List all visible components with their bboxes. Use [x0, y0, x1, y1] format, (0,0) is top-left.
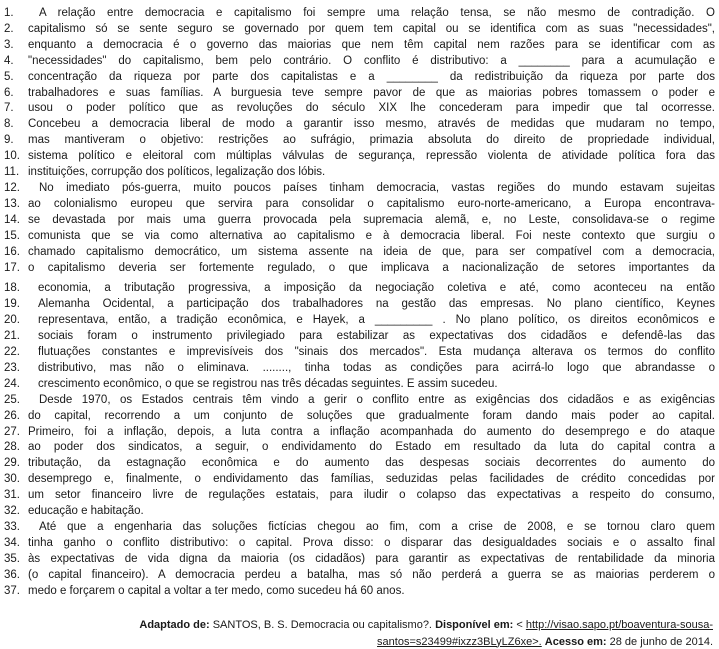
access-date: 28 de junho de 2014.: [609, 635, 713, 648]
line-text: do capital, recorrendo a um conjunto de soluções que gradualmente foram dando mais poder ao capital.: [28, 409, 715, 422]
line-text: (o capital financeiro). A democracia perdeu a batalha, mas só não perderá a guerra se as maiorias perderem o: [28, 568, 715, 581]
line-number: 34.: [4, 536, 20, 549]
text-line: [4, 117, 717, 133]
line-text: capitalismo só se sente seguro se governado por quem tem capital ou se identifica com as suas "necessidades",: [28, 22, 715, 35]
line-text: comunista que se via como alternativa ao capitalismo e à democracia liberal. Foi neste contexto que surgiu o: [28, 229, 715, 242]
line-text: crescimento econômico, o que se registrou nas três décadas seguintes. E assim sucedeu.: [38, 377, 498, 390]
line-text: às expectativas de vida digna da maioria (os cidadãos) para garantir as expectativas de rentabilidade da minoria: [28, 552, 715, 565]
line-number: 12.: [4, 181, 20, 194]
text-line: [4, 229, 717, 245]
line-number: 5.: [4, 70, 14, 83]
text-line: [4, 149, 717, 165]
text-line: [4, 584, 717, 600]
line-number: 20.: [4, 314, 20, 327]
text-line: [4, 377, 717, 393]
text-line: [4, 329, 717, 345]
line-number: 28.: [4, 441, 20, 454]
text-line: [4, 101, 717, 117]
line-number: 9.: [4, 134, 14, 147]
text-line: [4, 6, 717, 22]
line-number: 27.: [4, 425, 20, 438]
line-text: ao poder dos sindicatos, a seguir, o endividamento do Estado em resultado da luta do capital contra a: [28, 441, 715, 454]
line-number: 16.: [4, 245, 20, 258]
text-line: [4, 361, 717, 377]
line-text: trabalhadores e suas famílias. A burguesia teve sempre pavor de que as maiorias pobres tomassem o poder e: [28, 86, 715, 99]
text-line: [4, 472, 717, 488]
line-number: 22.: [4, 346, 20, 359]
line-number: 6.: [4, 86, 14, 99]
citation-line-1: [139, 619, 713, 631]
text-line: [4, 54, 717, 70]
line-number: 24.: [4, 377, 20, 390]
line-number: 21.: [4, 330, 20, 343]
line-number: 17.: [4, 261, 20, 274]
text-line: [4, 86, 717, 102]
line-text: sociais foram o instrumento privilegiado para estabilizar as expectativas dos cidadãos e defendê-las das: [38, 330, 715, 343]
text-line: [4, 38, 717, 54]
text-line: [4, 409, 717, 425]
line-text: Desde 1970, os Estados centrais têm vindo a gerir o conflito entre as exigências dos cidadãos e as exigências: [39, 393, 715, 406]
line-text: enquanto a democracia é o governo das maiorias que nem têm capital nem razões para se identificar com as: [28, 38, 715, 51]
access-label: Acesso em:: [544, 635, 607, 648]
line-number: 8.: [4, 118, 14, 131]
line-number: 3.: [4, 38, 14, 51]
line-text: medo e forçarem o capital a voltar a ter medo, como sucedeu há 60 anos.: [28, 584, 405, 597]
text-line: [4, 536, 717, 552]
adapted-label: Adaptado de:: [139, 618, 210, 631]
line-text: concentração da riqueza por parte dos capitalistas e a ________ da redistribuição da riqueza por parte dos: [28, 70, 715, 83]
text-line: [4, 70, 717, 86]
line-text: mas mantiveram o objetivo: restrições ao sufrágio, primazia absoluta do direito de propriedade individual,: [28, 134, 715, 147]
line-number: 26.: [4, 409, 20, 422]
line-text: A relação entre democracia e capitalismo foi sempre uma relação tensa, se não mesmo de contradição. O: [39, 7, 715, 19]
line-text: representava, então, a tradição econômica, e Hayek, a _________ . No plano político, os direitos econômicos e: [38, 314, 715, 327]
line-number: 18.: [4, 282, 20, 295]
text-line: [4, 520, 717, 536]
source-link-continued[interactable]: santos=s23499#ixzz3BLyLZ6xe>.: [377, 635, 542, 648]
line-number: 32.: [4, 505, 20, 518]
text-line: [4, 245, 717, 261]
line-number: 13.: [4, 197, 20, 210]
text-line: [4, 297, 717, 313]
text-line: [4, 345, 717, 361]
line-text: chamado capitalismo democrático, um sistema assente na ideia de que, para ser compatível com a democracia,: [28, 245, 715, 258]
line-text: "necessidades" do capitalismo, bem pelo contrário. O conflito é distributivo: a ________ para a acumulação e: [28, 54, 715, 67]
line-number: 31.: [4, 489, 20, 502]
line-text: tinha ganho o conflito distributivo: o capital. Prova disso: o disparar das desigualdades sociais e o assalto final: [28, 536, 715, 549]
line-text: desemprego e, finalmente, o endividamento das famílias, seduzidas pelas facilidades de crédito concedidas por: [28, 473, 715, 486]
line-text: flutuações constantes e imprevisíveis dos "sinais dos mercados". Esta mudança alterava os termos do conflito: [38, 346, 715, 359]
line-text: economia, a tributação progressiva, a imposição da negociação coletiva e até, como aconteceu na então: [38, 282, 715, 295]
line-number: 14.: [4, 213, 20, 226]
line-text: Concebeu a democracia liberal de modo a garantir isso mesmo, através de medidas que mudaram no tempo,: [28, 118, 715, 131]
citation-line-2: [377, 636, 713, 648]
link-open-bracket: <: [516, 618, 523, 631]
line-text: ao colonialismo europeu que servira para consolidar o capitalismo euro-norte-americano, a Europa encontrava-: [28, 197, 715, 210]
text-line: [4, 488, 717, 504]
text-line: [4, 133, 717, 149]
line-number: 10.: [4, 150, 20, 163]
citation: [4, 617, 717, 649]
text-line: [4, 261, 717, 277]
source-link[interactable]: http://visao.sapo.pt/boaventura-sousa-: [525, 618, 713, 631]
text-line: [4, 393, 717, 409]
text-line: [4, 181, 717, 197]
line-number: 4.: [4, 54, 14, 67]
line-number: 15.: [4, 229, 20, 242]
line-number: 33.: [4, 521, 20, 533]
text-line: [4, 552, 717, 568]
line-number: 25.: [4, 393, 20, 406]
line-number: 29.: [4, 457, 20, 470]
line-number: 37.: [4, 584, 20, 597]
line-text: Primeiro, foi a inflação, depois, a luta contra a inflação acompanhada do aumento do desemprego e do ataque: [28, 425, 715, 438]
line-text: se devastada por mais uma guerra provocada pela supremacia alemã, e, no Leste, consolidava-se o regime: [28, 213, 715, 226]
line-number: 35.: [4, 552, 20, 565]
line-text: educação e habitação.: [28, 505, 144, 518]
text-line: [4, 22, 717, 38]
line-number: 30.: [4, 473, 20, 486]
line-text: tributação, da estagnação econômica e do aumento das despesas sociais decorrentes do aumento do: [28, 457, 715, 470]
line-number: 19.: [4, 298, 20, 311]
text-lines: [4, 6, 717, 600]
line-text: sistema político e eleitoral com múltiplas válvulas de segurança, repressão violenta de atividade política fora das: [28, 150, 715, 163]
text-line: [4, 165, 717, 181]
text-line: [4, 504, 717, 520]
text-line: [4, 456, 717, 472]
line-text: No imediato pós-guerra, muito poucos países tinham democracia, vastas regiões do mundo estavam sujeitas: [39, 181, 715, 194]
text-line: [4, 213, 717, 229]
line-number: 11.: [4, 166, 20, 179]
available-label: Disponível em:: [435, 618, 514, 631]
line-number: 1.: [4, 7, 14, 19]
text-line: [4, 197, 717, 213]
line-text: um setor financeiro livre de regulações estatais, para iludir o colapso das expectativas a respeito do consumo,: [28, 489, 715, 502]
line-text: o capitalismo deveria ser fortemente regulado, o que implicava a nacionalização de setores importantes da: [28, 261, 715, 274]
line-number: 36.: [4, 568, 20, 581]
citation-source: SANTOS, B. S. Democracia ou capitalismo?.: [212, 618, 432, 631]
text-line: [4, 425, 717, 441]
line-number: 23.: [4, 361, 20, 374]
text-line: [4, 281, 717, 297]
line-number: 7.: [4, 102, 14, 115]
line-text: Até que a engenharia das soluções fictícias chegou ao fim, com a crise de 2008, e se tornou claro quem: [39, 521, 715, 533]
line-text: instituições, corrupção dos políticos, legalização dos lóbis.: [28, 166, 326, 179]
line-text: distributivo, mas não o eliminava. ........, tinha todas as condições para acirrá-lo logo que abrandasse o: [38, 361, 715, 374]
line-text: Alemanha Ocidental, a participação dos trabalhadores na gestão das empresas. No plano científico, Keynes: [38, 298, 715, 311]
line-number: 2.: [4, 22, 14, 35]
text-line: [4, 440, 717, 456]
text-line: [4, 568, 717, 584]
text-line: [4, 313, 717, 329]
line-text: usou o poder político que as revoluções do século XIX lhe concederam para impedir que tal ocorresse.: [28, 102, 715, 115]
